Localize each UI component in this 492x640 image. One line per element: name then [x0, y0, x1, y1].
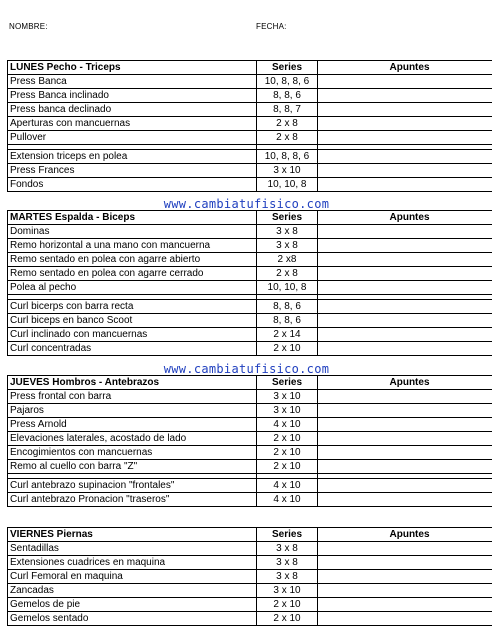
exercise-cell: Curl biceps en banco Scoot	[8, 314, 257, 328]
table-row	[8, 253, 492, 267]
notes-cell	[318, 542, 492, 556]
series-cell: 2 x 8	[257, 131, 318, 145]
nombre-label: NOMBRE:	[9, 22, 48, 31]
series-cell: 10, 8, 8, 6	[257, 75, 318, 89]
exercise-cell: Press Banca	[8, 75, 257, 89]
series-cell: 8, 8, 6	[257, 89, 318, 103]
day-title: LUNES Pecho - Triceps	[8, 61, 257, 75]
watermark-text: www.cambiatufisico.com	[163, 197, 330, 211]
series-cell: 10, 10, 8	[257, 178, 318, 192]
day-title: MARTES Espalda - Biceps	[8, 211, 257, 225]
table-row	[8, 460, 492, 474]
exercise-cell: Curl bicerps con barra recta	[8, 300, 257, 314]
notes-cell	[318, 584, 492, 598]
series-cell: 4 x 10	[257, 418, 318, 432]
series-cell: 3 x 8	[257, 225, 318, 239]
notes-header: Apuntes	[318, 528, 492, 542]
exercise-cell: Remo horizontal a una mano con mancuerna	[8, 239, 257, 253]
exercise-cell: Polea al pecho	[8, 281, 257, 295]
notes-cell	[318, 598, 492, 612]
table-row	[8, 314, 492, 328]
table-row	[8, 75, 492, 89]
table-row	[8, 281, 492, 295]
day-title: VIERNES Piernas	[8, 528, 257, 542]
table-row	[8, 300, 492, 314]
notes-cell	[318, 493, 492, 507]
series-cell: 2 x 10	[257, 446, 318, 460]
notes-cell	[318, 446, 492, 460]
series-cell: 4 x 10	[257, 479, 318, 493]
series-cell: 3 x 10	[257, 390, 318, 404]
series-cell: 2 x 8	[257, 267, 318, 281]
day-block-jueves	[7, 375, 486, 507]
series-cell: 2 x 10	[257, 598, 318, 612]
series-cell: 2 x 8	[257, 117, 318, 131]
exercise-cell: Extensiones cuadrices en maquina	[8, 556, 257, 570]
table-row	[8, 164, 492, 178]
notes-cell	[318, 253, 492, 267]
series-cell: 3 x 8	[257, 542, 318, 556]
series-cell: 8, 8, 7	[257, 103, 318, 117]
notes-cell	[318, 300, 492, 314]
exercise-cell: Press banca declinado	[8, 103, 257, 117]
notes-cell	[318, 328, 492, 342]
exercise-cell: Elevaciones laterales, acostado de lado	[8, 432, 257, 446]
exercise-cell: Curl Femoral en maquina	[8, 570, 257, 584]
table-row	[8, 612, 492, 626]
series-cell: 3 x 10	[257, 584, 318, 598]
routine-table	[7, 527, 492, 626]
series-header: Series	[257, 61, 318, 75]
notes-cell	[318, 150, 492, 164]
exercise-cell: Press Arnold	[8, 418, 257, 432]
table-row	[8, 404, 492, 418]
series-cell: 4 x 10	[257, 493, 318, 507]
exercise-cell: Sentadillas	[8, 542, 257, 556]
notes-cell	[318, 556, 492, 570]
exercise-cell: Press Frances	[8, 164, 257, 178]
notes-cell	[318, 390, 492, 404]
notes-cell	[318, 418, 492, 432]
notes-cell	[318, 342, 492, 356]
table-row	[8, 570, 492, 584]
series-cell: 3 x 10	[257, 164, 318, 178]
series-cell: 10, 10, 8	[257, 281, 318, 295]
series-cell: 2 x 10	[257, 460, 318, 474]
notes-cell	[318, 164, 492, 178]
notes-cell	[318, 89, 492, 103]
notes-cell	[318, 460, 492, 474]
table-row	[8, 178, 492, 192]
notes-header: Apuntes	[318, 211, 492, 225]
notes-cell	[318, 178, 492, 192]
routine-table	[7, 210, 492, 356]
table-row	[8, 598, 492, 612]
notes-cell	[318, 103, 492, 117]
notes-cell	[318, 432, 492, 446]
notes-cell	[318, 314, 492, 328]
series-cell: 3 x 8	[257, 239, 318, 253]
notes-header: Apuntes	[318, 376, 492, 390]
series-cell: 3 x 8	[257, 556, 318, 570]
table-row	[8, 542, 492, 556]
routine-table	[7, 60, 492, 192]
exercise-cell: Curl antebrazo supinacion "frontales"	[8, 479, 257, 493]
table-row	[8, 556, 492, 570]
exercise-cell: Curl inclinado con mancuernas	[8, 328, 257, 342]
series-header: Series	[257, 376, 318, 390]
table-row	[8, 479, 492, 493]
series-cell: 2 x 14	[257, 328, 318, 342]
notes-cell	[318, 239, 492, 253]
notes-cell	[318, 75, 492, 89]
notes-cell	[318, 131, 492, 145]
series-header: Series	[257, 528, 318, 542]
notes-cell	[318, 479, 492, 493]
table-header-row	[8, 528, 492, 542]
table-row	[8, 432, 492, 446]
day-title: JUEVES Hombros - Antebrazos	[8, 376, 257, 390]
notes-cell	[318, 404, 492, 418]
exercise-cell: Fondos	[8, 178, 257, 192]
table-header-row	[8, 61, 492, 75]
series-cell: 2 x 10	[257, 432, 318, 446]
table-header-row	[8, 211, 492, 225]
table-row	[8, 89, 492, 103]
exercise-cell: Remo al cuello con barra "Z"	[8, 460, 257, 474]
series-cell: 3 x 8	[257, 570, 318, 584]
exercise-cell: Gemelos de pie	[8, 598, 257, 612]
table-row	[8, 446, 492, 460]
table-row	[8, 390, 492, 404]
exercise-cell: Press frontal con barra	[8, 390, 257, 404]
notes-cell	[318, 225, 492, 239]
notes-header: Apuntes	[318, 61, 492, 75]
notes-cell	[318, 117, 492, 131]
table-row	[8, 328, 492, 342]
exercise-cell: Curl concentradas	[8, 342, 257, 356]
exercise-cell: Press Banca inclinado	[8, 89, 257, 103]
series-cell: 2 x8	[257, 253, 318, 267]
exercise-cell: Dominas	[8, 225, 257, 239]
exercise-cell: Remo sentado en polea con agarre cerrado	[8, 267, 257, 281]
exercise-cell: Encogimientos con mancuernas	[8, 446, 257, 460]
notes-cell	[318, 612, 492, 626]
watermark-text: www.cambiatufisico.com	[163, 362, 330, 376]
table-row	[8, 342, 492, 356]
table-row	[8, 131, 492, 145]
table-row	[8, 225, 492, 239]
exercise-cell: Pajaros	[8, 404, 257, 418]
fecha-label: FECHA:	[256, 22, 287, 31]
exercise-cell: Pullover	[8, 131, 257, 145]
notes-cell	[318, 281, 492, 295]
series-cell: 2 x 10	[257, 342, 318, 356]
table-row	[8, 418, 492, 432]
table-row	[8, 584, 492, 598]
day-block-martes	[7, 210, 486, 356]
exercise-cell: Aperturas con mancuernas	[8, 117, 257, 131]
notes-cell	[318, 267, 492, 281]
series-header: Series	[257, 211, 318, 225]
notes-cell	[318, 570, 492, 584]
table-row	[8, 103, 492, 117]
day-block-lunes	[7, 60, 486, 192]
table-row	[8, 239, 492, 253]
exercise-cell: Zancadas	[8, 584, 257, 598]
series-cell: 2 x 10	[257, 612, 318, 626]
series-cell: 3 x 10	[257, 404, 318, 418]
exercise-cell: Extension triceps en polea	[8, 150, 257, 164]
series-cell: 8, 8, 6	[257, 314, 318, 328]
table-row	[8, 493, 492, 507]
table-row	[8, 150, 492, 164]
table-row	[8, 267, 492, 281]
exercise-cell: Remo sentado en polea con agarre abierto	[8, 253, 257, 267]
routine-table	[7, 375, 492, 507]
day-block-viernes	[7, 527, 486, 626]
series-cell: 10, 8, 8, 6	[257, 150, 318, 164]
exercise-cell: Gemelos sentado	[8, 612, 257, 626]
table-row	[8, 117, 492, 131]
table-header-row	[8, 376, 492, 390]
series-cell: 8, 8, 6	[257, 300, 318, 314]
exercise-cell: Curl antebrazo Pronacion "traseros"	[8, 493, 257, 507]
